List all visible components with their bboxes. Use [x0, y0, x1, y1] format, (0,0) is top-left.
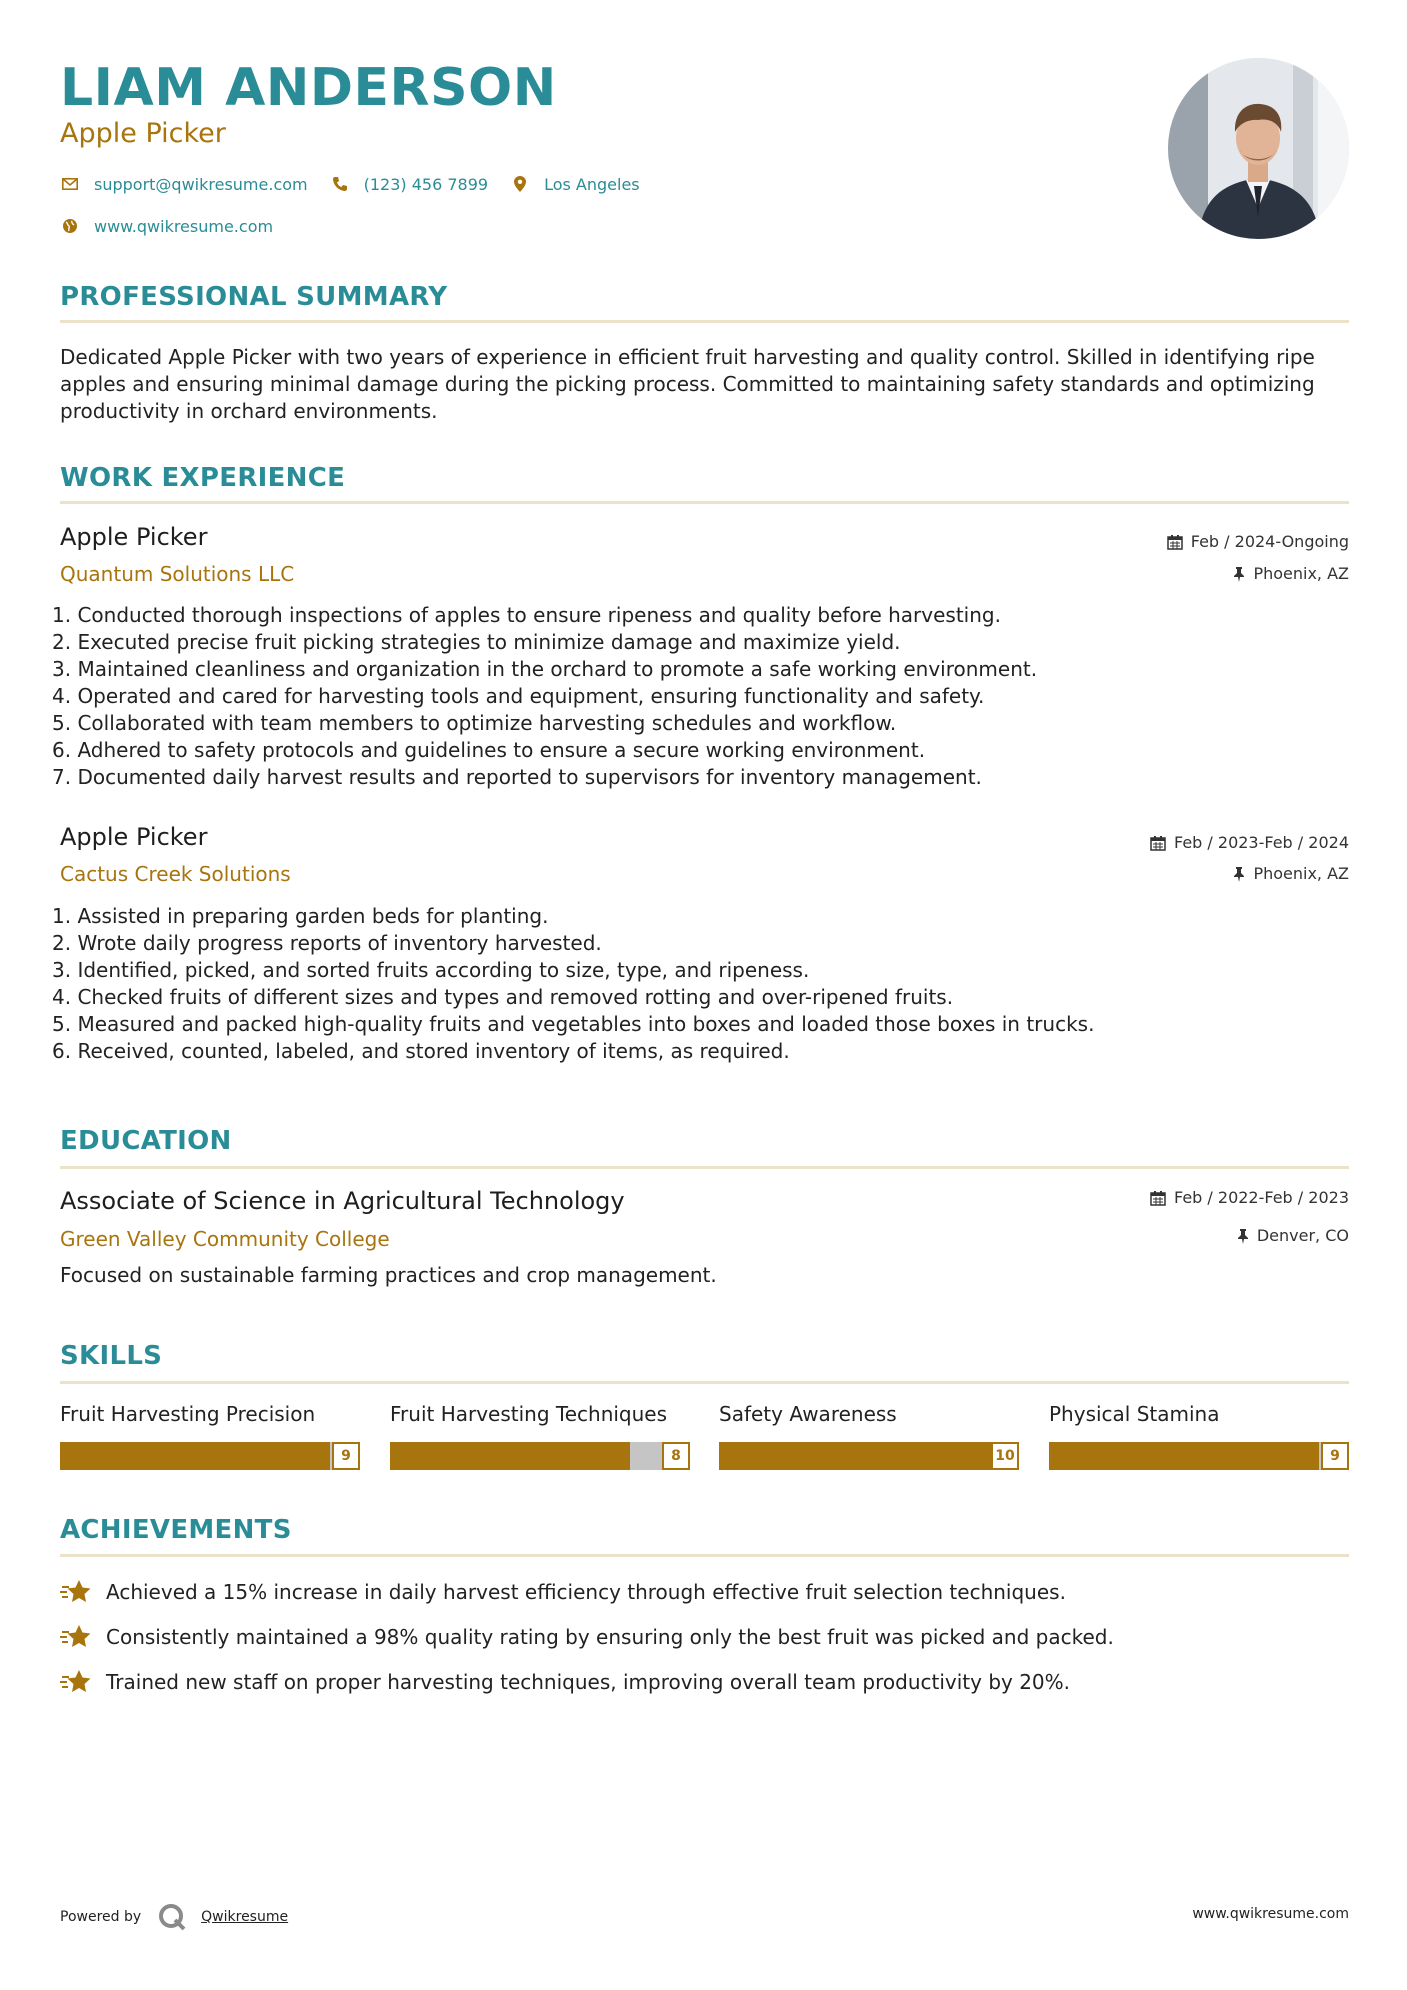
- footer-website[interactable]: www.qwikresume.com: [1192, 1906, 1349, 1922]
- skill-segment: [929, 1442, 959, 1470]
- globe-icon: [60, 216, 80, 236]
- candidate-title: Apple Picker: [60, 118, 226, 149]
- skill-name: Physical Stamina: [1049, 1402, 1220, 1426]
- job-company: Quantum Solutions LLC: [60, 562, 295, 586]
- education-heading: EDUCATION: [60, 1126, 232, 1156]
- skills-heading: SKILLS: [60, 1341, 163, 1371]
- list-item: 4. Operated and cared for harvesting tools and equipment, ensuring functionality and safety.: [52, 684, 985, 708]
- list-item: 6. Adhered to safety protocols and guidelines to ensure a secure working environment.: [52, 738, 926, 762]
- job-title: Apple Picker: [60, 523, 208, 551]
- skill-level-bar: [719, 1442, 1019, 1470]
- degree-title: Associate of Science in Agricultural Technology: [60, 1187, 625, 1215]
- list-item: 5. Measured and packed high-quality fruits and vegetables into boxes and loaded those boxes in trucks.: [52, 1012, 1095, 1036]
- qwikresume-logo-icon: [157, 1902, 187, 1932]
- phone-icon: [330, 174, 350, 194]
- contact-row: [60, 172, 662, 196]
- achievement-item: [60, 1622, 1114, 1652]
- skill-segment: [1139, 1442, 1169, 1470]
- star-icon: [60, 1578, 92, 1606]
- experience-divider: [60, 501, 1349, 504]
- job-location-text: Phoenix, AZ: [1253, 564, 1349, 583]
- powered-by-label: Powered by: [60, 1909, 142, 1925]
- skill-name: Fruit Harvesting Techniques: [390, 1402, 668, 1426]
- skill-segment: [809, 1442, 839, 1470]
- skill-segment: [1199, 1442, 1229, 1470]
- list-item: 2. Wrote daily progress reports of inventory harvested.: [52, 931, 602, 955]
- candidate-name: LIAM ANDERSON: [60, 58, 557, 118]
- summary-divider: [60, 320, 1349, 323]
- skill-segment: [1079, 1442, 1109, 1470]
- achievement-item: [60, 1667, 1070, 1697]
- skill-segment: [60, 1442, 90, 1470]
- skill-segment: [749, 1442, 779, 1470]
- star-icon: [60, 1668, 92, 1696]
- skill-segment: [899, 1442, 929, 1470]
- skill-segment: [150, 1442, 180, 1470]
- list-item: 3. Identified, picked, and sorted fruits according to size, type, and ripeness.: [52, 958, 810, 982]
- skills-divider: [60, 1381, 1349, 1384]
- qwikresume-link[interactable]: Qwikresume: [201, 1909, 289, 1925]
- education-divider: [60, 1166, 1349, 1169]
- skill-segment: [90, 1442, 120, 1470]
- phone-number[interactable]: (123) 456 7899: [363, 174, 489, 194]
- skill-item: [719, 1402, 1019, 1470]
- skill-segment: [210, 1442, 240, 1470]
- calendar-icon: [1150, 1190, 1166, 1206]
- skill-segment: [630, 1442, 660, 1470]
- education-location-text: Denver, CO: [1256, 1226, 1349, 1245]
- job-location: [1233, 864, 1349, 883]
- website-row: [60, 214, 295, 238]
- job-location-text: Phoenix, AZ: [1253, 864, 1349, 883]
- achievement-item: [60, 1577, 1066, 1607]
- job-dates-text: Feb / 2024-Ongoing: [1190, 532, 1349, 551]
- skill-segment: [600, 1442, 630, 1470]
- skill-segment: [480, 1442, 510, 1470]
- skill-segment: [1229, 1442, 1259, 1470]
- achievement-text: Consistently maintained a 98% quality rating by ensuring only the best fruit was picked and packed.: [106, 1625, 1114, 1649]
- skill-name: Fruit Harvesting Precision: [60, 1402, 316, 1426]
- skill-segment: [869, 1442, 899, 1470]
- skill-segment: [839, 1442, 869, 1470]
- skill-segment: [719, 1442, 749, 1470]
- skill-level-value: 10: [991, 1442, 1019, 1470]
- skill-segment: [390, 1442, 420, 1470]
- footer-powered-by: [60, 1902, 288, 1932]
- job-dates: [1150, 833, 1349, 852]
- skill-item: [60, 1402, 360, 1470]
- list-item: 5. Collaborated with team members to optimize harvesting schedules and workflow.: [52, 711, 897, 735]
- achievements-heading: ACHIEVEMENTS: [60, 1515, 292, 1545]
- skill-level-bar: [60, 1442, 360, 1470]
- list-item: 2. Executed precise fruit picking strategies to minimize damage and maximize yield.: [52, 630, 901, 654]
- skill-level-bar: [1049, 1442, 1349, 1470]
- skill-segment: [120, 1442, 150, 1470]
- skill-segment: [300, 1442, 330, 1470]
- skill-segment: [180, 1442, 210, 1470]
- website-link[interactable]: www.qwikresume.com: [94, 216, 274, 236]
- list-item: 6. Received, counted, labeled, and stored inventory of items, as required.: [52, 1039, 790, 1063]
- skill-segment: [270, 1442, 300, 1470]
- skill-segment: [1049, 1442, 1079, 1470]
- skill-level-bar: [390, 1442, 690, 1470]
- skill-segment: [959, 1442, 989, 1470]
- school-name: Green Valley Community College: [60, 1227, 390, 1251]
- skill-segment: [540, 1442, 570, 1470]
- skill-level-value: 9: [1321, 1442, 1349, 1470]
- skill-segment: [1259, 1442, 1289, 1470]
- list-item: 3. Maintained cleanliness and organization in the orchard to promote a safe working environment.: [52, 657, 1038, 681]
- job-duties-list: [52, 903, 1352, 1065]
- profile-photo: [1168, 58, 1349, 239]
- job-dates-text: Feb / 2023-Feb / 2024: [1174, 833, 1349, 852]
- email-link[interactable]: support@qwikresume.com: [94, 174, 308, 194]
- pushpin-icon: [1237, 1228, 1249, 1244]
- skill-segment: [240, 1442, 270, 1470]
- pushpin-icon: [1233, 566, 1245, 582]
- calendar-icon: [1167, 534, 1183, 550]
- skill-item: [390, 1402, 690, 1470]
- list-item: 7. Documented daily harvest results and reported to supervisors for inventory management.: [52, 765, 982, 789]
- calendar-icon: [1150, 835, 1166, 851]
- achievement-text: Trained new staff on proper harvesting techniques, improving overall team productivity by 20%.: [106, 1670, 1071, 1694]
- education-location: [1237, 1226, 1349, 1245]
- skill-item: [1049, 1402, 1349, 1470]
- achievements-divider: [60, 1554, 1349, 1557]
- skill-name: Safety Awareness: [719, 1402, 897, 1426]
- skill-segment: [510, 1442, 540, 1470]
- achievement-text: Achieved a 15% increase in daily harvest efficiency through effective fruit selection techniques.: [106, 1580, 1066, 1604]
- experience-heading: WORK EXPERIENCE: [60, 463, 346, 493]
- location-text: Los Angeles: [544, 174, 640, 194]
- skill-segment: [1169, 1442, 1199, 1470]
- skill-segment: [450, 1442, 480, 1470]
- skill-level-value: 9: [332, 1442, 360, 1470]
- list-item: 4. Checked fruits of different sizes and types and removed rotting and over-ripened fruits.: [52, 985, 954, 1009]
- pushpin-icon: [1233, 866, 1245, 882]
- location-pin-icon: [510, 174, 530, 194]
- education-dates-text: Feb / 2022-Feb / 2023: [1174, 1188, 1349, 1207]
- skill-segment: [1109, 1442, 1139, 1470]
- list-item: 1. Assisted in preparing garden beds for planting.: [52, 904, 549, 928]
- skill-segment: [420, 1442, 450, 1470]
- job-dates: [1167, 532, 1349, 551]
- email-icon: [60, 174, 80, 194]
- job-title: Apple Picker: [60, 823, 208, 851]
- skill-segment: [1289, 1442, 1319, 1470]
- summary-text: Dedicated Apple Picker with two years of experience in efficient fruit harvesting and quality control. Skilled in identifying ripe apples and ensuring minimal damage during the picking process. Committed to maintaining safety standards and optimizing productivity in orchard environments.: [60, 345, 1315, 423]
- summary-heading: PROFESSIONAL SUMMARY: [60, 282, 448, 312]
- job-location: [1233, 564, 1349, 583]
- list-item: 1. Conducted thorough inspections of apples to ensure ripeness and quality before harvesting.: [52, 603, 1001, 627]
- job-duties-list: [52, 602, 1352, 791]
- skill-segment: [570, 1442, 600, 1470]
- star-icon: [60, 1623, 92, 1651]
- education-dates: [1150, 1188, 1349, 1207]
- skill-segment: [779, 1442, 809, 1470]
- job-company: Cactus Creek Solutions: [60, 862, 291, 886]
- skill-level-value: 8: [662, 1442, 690, 1470]
- education-description: Focused on sustainable farming practices and crop management.: [60, 1263, 717, 1287]
